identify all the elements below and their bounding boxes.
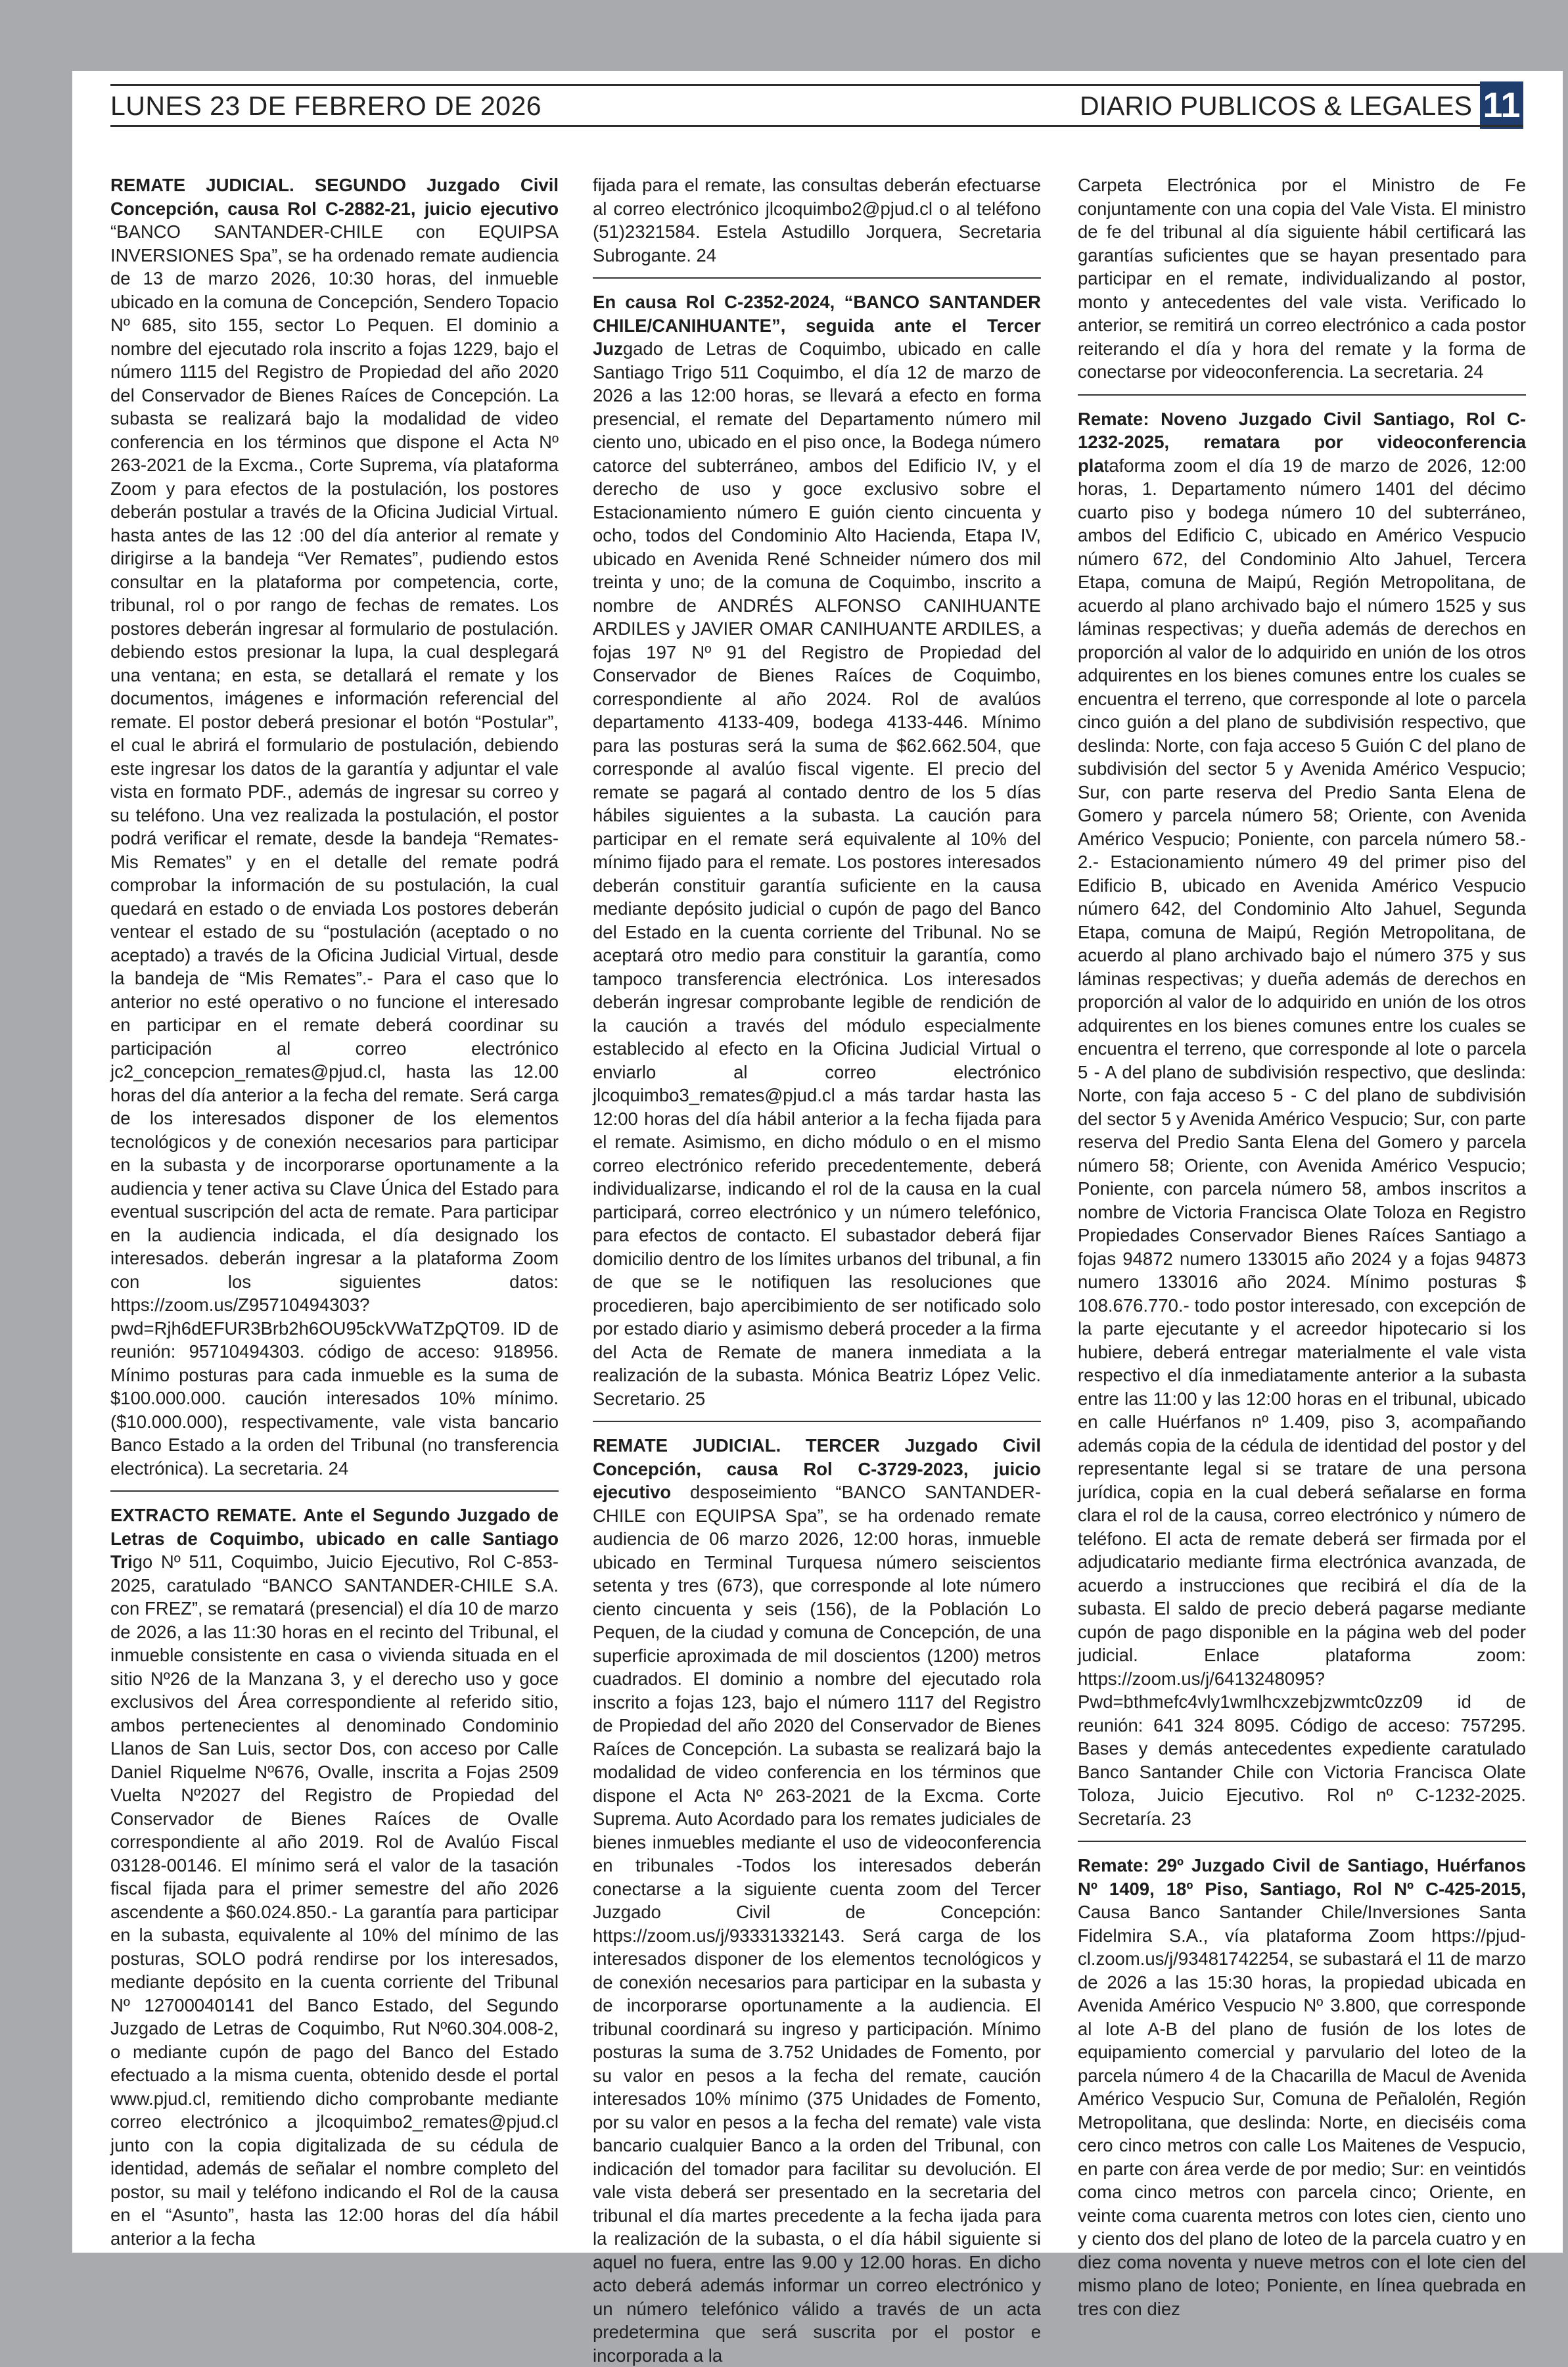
notice-separator xyxy=(110,1490,559,1492)
notice-separator xyxy=(1078,394,1526,396)
notice-separator xyxy=(1078,1841,1526,1842)
notice-continuation xyxy=(1078,173,1526,384)
issue-date: LUNES 23 DE FEBRERO DE 2026 xyxy=(110,91,542,121)
notice-body: desposeimiento “BANCO SANTANDER-CHILE con EQUIPSA Spa”, se ha ordenado remate audiencia de 06 marzo 2026, 12:00 horas, inmueble ubicado en Terminal Turquesa número seiscientos setenta y tres (673), que corresponde al lote número ciento cincuenta y seis (156), de la Población Lo Pequen, de la ciudad y comuna de Concepción, de una superficie aproximada de mil doscientos (1200) metros cuadrados. El dominio a nombre del ejecutado rola inscrito a fojas 123, bajo el número 1117 del Registro de Propiedad del año 2020 del Conservador de Bienes Raíces de Concepción. La subasta se realizará bajo la modalidad de video conferencia en los términos que dispone el Acta Nº 263-2021 de la Excma. Corte Suprema. Auto Acordado para los remates judiciales de bienes inmuebles mediante el uso de videoconferencia en tribunales -Todos los interesados deberán conectarse a la siguiente cuenta zoom del Tercer Juzgado Civil de Concepción: https://zoom.us/j/93331332143. Será carga de los interesados disponer de los elementos tecnológicos y de conexión necesarios para participar en la subasta y de incorporarse oportunamente a la audiencia. El tribunal coordinará su ingreso y participación. Mínimo posturas la suma de 3.752 Unidades de Fomento, por su valor en pesos a la fecha del remate, caución interesados 10% mínimo (375 Unidades de Fomento, por su valor en pesos a la fecha del remate) vale vista bancario cualquier Banco a la orden del Tribunal, con indicación del tomador para facilitar su devolución. El vale vista deberá ser presentado en la secretaria del tribunal el día martes precedente a la fecha ijada para la realización de la subasta, o el día hábil siguiente si aquel no fuera, entre las 9.00 y 12.00 horas. En dicho acto deberá además informar un correo electrónico y un número telefónico válido a través de un acta predetermina que será suscrita por el postor e incorporada a la xyxy=(593,1482,1041,2366)
column-3 xyxy=(1078,173,1526,2320)
notice-body: Carpeta Electrónica por el Ministro de Fe conjuntamente con una copia del Vale Vista. El ministro de fe del tribunal al día siguiente hábil certificará las garantías suficientes que se hayan presentado para participar en el remate, individualizando al postor, monto y antecedentes del vale vista. Verificado lo anterior, se remitirá un correo electrónico a cada postor reiterando el día y hora del remate y la forma de conectarse por videoconferencia. La secretaria. 24 xyxy=(1078,175,1526,382)
page-number-badge: 11 xyxy=(1480,81,1523,129)
notice-heading: Remate: Noveno Juzgado Civil Santiago, Rol C-1232-2025, rematara por videoconferencia pla xyxy=(1078,408,1526,476)
notice-body: taforma zoom el día 19 de marzo de 2026, 12:00 horas, 1. Departamento número 1401 del décimo cuarto piso y bodega número 10 del subterráneo, ambos del Edificio C, ubicado en Américo Vespucio número 672, del Condominio Alto Jahuel, Tercera Etapa, comuna de Maipú, Región Metropolitana, de acuerdo al plano archivado bajo el número 1525 y sus láminas respectivas; y dueña además de derechos en proporción al valor de lo adquirido en unión de los otros adquirentes en los bienes comunes entre los cuales se encuentra el terreno, que corresponde al lote o parcela cinco guión a del plano de subdivisión respectivo, que deslinda: Norte, con faja acceso 5 Guión C del plano de subdivisión del sector 5 y Avenida Américo Vespucio; Sur, con parte reserva del Predio Santa Elena de Gomero y parcela número 58; Oriente, con Avenida Américo Vespucio; Poniente, con parcela número 58.- 2.- Estacionamiento número 49 del primer piso del Edificio B, ubicado en Avenida Américo Vespucio número 642, del Condominio Alto Jahuel, Segunda Etapa, comuna de Maipú, Región Metropolitana, de acuerdo al plano archivado bajo el número 375 y sus láminas respectivas; y dueña además de derechos en proporción al valor de lo adquirido en unión de los otros adquirentes en los bienes comunes entre los cuales se encuentra el terreno, que corresponde al lote o parcela 5 - A del plano de subdivisión respectivo, que deslinda: Norte, con faja acceso 5 - C del plano de subdivisión del sector 5 y Avenida Américo Vespucio; Sur, con parte reserva del Predio Santa Elena del Gomero y parcela número 58; Oriente, con Avenida Américo Vespucio; Poniente, con parcela número 58, ambos inscritos a nombre de Victoria Francisca Olate Toloza en Registro Propiedades Conservador Bienes Raíces Santiago a fojas 94872 numero 133015 año 2024 y a fojas 94873 numero 133016 año 2024. Mínimo posturas $ 108.676.770.- todo postor interesado, con excepción de la parte ejecutante y el acreedor hipotecario si los hubiere, deberá entregar materialmente el vale vista respectivo el día inmediatamente anterior a la subasta entre las 11:00 y las 12:00 horas en el tribunal, ubicado en calle Huérfanos nº 1.409, piso 3, acompañando además copia de la cédula de identidad del postor y del representante legal si se tratare de una persona jurídica, copia en la cual deberá señalarse en forma clara el rol de la causa, correo electrónico y número de teléfono. El acta de remate deberá ser firmada por el adjudicatario mediante firma electrónica avanzada, de acuerdo a instrucciones que recibirá el día de la subasta. El saldo de precio deberá pagarse mediante cupón de pago disponible en la página web del poder judicial. Enlace plataforma zoom: https://zoom.us/j/6413248095?Pwd=bthmefc4vly1wmlhcxzebjzwmtc0zz09 id de reunión: 641 324 8095. Código de acceso: 757295. Bases y demás antecedentes expediente caratulado Banco Santander Chile con Victoria Francisca Olate Toloza, Juicio Ejecutivo. Rol nº C-1232-2025. Secretaría. 23 xyxy=(1078,455,1526,1829)
notice-continuation xyxy=(593,173,1041,267)
notice-body: gado de Letras de Coquimbo, ubicado en calle Santiago Trigo 511 Coquimbo, el día 12 de marzo de 2026 a las 12:00 horas, se llevará a efecto en forma presencial, el remate del Departamento número mil ciento uno, ubicado en el piso once, la Bodega número catorce del subterráneo, ambos del Edificio IV, y el derecho de uso y goce exclusivo sobre el Estacionamiento número E guión ciento cincuenta y ocho, todos del Condominio Alto Hacienda, Etapa IV, ubicado en Avenida René Schneider número dos mil treinta y uno; de la comuna de Coquimbo, inscrito a nombre de ANDRÉS ALFONSO CANIHUANTE ARDILES y JAVIER OMAR CANIHUANTE ARDILES, a fojas 197 Nº 91 del Registro de Propiedad del Conservador de Bienes Raíces de Coquimbo, correspondiente al año 2024. Rol de avalúos departamento 4133-409, bodega 4133-446. Mínimo para las posturas será la suma de $62.662.504, que corresponde al avalúo fiscal vigente. El precio del remate se pagará al contado dentro de los 5 días hábiles siguientes a la subasta. La caución para participar en el remate será equivalente al 10% del mínimo fijado para el remate. Los postores interesados deberán constituir garantía suficiente en la causa mediante depósito judicial o cupón de pago del Banco del Estado en la cuenta corriente del Tribunal. No se aceptará otro medio para constituir la garantía, como tampoco transferencia electrónica. Los interesados deberán ingresar comprobante legible de rendición de la caución a través del módulo especialmente establecido al efecto en la Oficina Judicial Virtual o enviarlo al correo electrónico jlcoquimbo3_remates@pjud.cl a más tardar hasta las 12:00 horas del día hábil anterior a la fecha fijada para el remate. Asimismo, en dicho módulo o en el mismo correo electrónico referido precedentemente, deberá individualizarse, indicando el rol de la causa en la cual participará, correo electrónico y un número telefónico, para efectos de contacto. El subastador deberá fijar domicilio dentro de los límites urbanos del tribunal, a fin de que se le notifiquen las resoluciones que procedieren, bajo apercibimiento de ser notificado solo por estado diario y asimismo deberá proceder a la firma del Acta de Remate de manera inmediata a la realización de la subasta. Mónica Beatriz López Velic. Secretario. 25 xyxy=(593,338,1041,1409)
notice-extracto-remate-coquimbo xyxy=(110,1504,559,2250)
notice-banco-santander-canihuante xyxy=(593,290,1041,1410)
header-bottom-rule xyxy=(110,125,1523,127)
notice-heading: REMATE JUDICIAL. TERCER Juzgado Civil Concepción, causa Rol C-3729-2023, juicio ejecutivo xyxy=(593,1435,1041,1502)
notice-body: “BANCO SANTANDER-CHILE con EQUIPSA INVERSIONES Spa”, se ha ordenado remate audiencia de 13 de marzo 2026, 10:30 horas, del inmueble ubicado en la comuna de Concepción, Sendero Topacio Nº 685, sito 155, sector Lo Pequen. El dominio a nombre del ejecutado rola inscrito a fojas 1229, bajo el número 1115 del Registro de Propiedad del año 2020 del Conservador de Bienes Raíces de Concepción. La subasta se realizará bajo la modalidad de video conferencia en los términos que dispone el Acta Nº 263-2021 de la Excma., Corte Suprema, vía plataforma Zoom y para efectos de la postulación, los postores deberán postular a través de la Oficina Judicial Virtual. hasta antes de las 12 :00 del día anterior al remate y dirigirse a la bandeja “Ver Remates”, pudiendo estos consultar en la plataforma por competencia, corte, tribunal, rol o por rango de fechas de remates. Los postores deberán ingresar al formulario de postulación. debiendo estos presionar la lupa, la cual desplegará una ventana; en esta, se detallará el remate y los documentos, imágenes e información referencial del remate. El postor deberá presionar el botón “Postular”, el cual le abrirá el formulario de postulación, debiendo este ingresar los datos de la garantía y adjuntar el vale vista en formato PDF., además de ingresar su correo y su teléfono. Una vez realizada la postulación, el postor podrá verificar el remate, desde la bandeja “Remates- Mis Remates” y en el detalle del remate podrá comprobar la información de su postulación, la cual quedará en estado o de enviada Los postores deberán ventear el estado de su “postulación (aceptado o no aceptado) a través de la Oficina Judicial Virtual, desde la bandeja de “Mis Remates”.- Para el caso que lo anterior no esté operativo o no funcione el interesado en participar en el remate deberá coordinar su participación al correo electrónico jc2_concepcion_remates@pjud.cl, hasta las 12.00 horas del día anterior a la fecha del remate. Será carga de los interesados disponer de los elementos tecnológicos y de conexión necesarios para participar en la subasta y de incorporarse oportunamente a la audiencia y tener activa su Clave Única del Estado para eventual suscripción del acta de remate. Para participar en la audiencia indicada, el día designado los interesados. deberán ingresar a la plataforma Zoom con los siguientes datos: https://zoom.us/Z95710494303?pwd=Rjh6dEFUR3Brb2h6OU95ckVWaTZpQT09. ID de reunión: 95710494303. código de acceso: 918956. Mínimo posturas para cada inmueble es la suma de $100.000.000. caución interesados 10% mínimo. ($10.000.000), respectivamente, vale vista bancario Banco Estado a la orden del Tribunal (no transferencia electrónica). La secretaria. 24 xyxy=(110,221,559,1479)
notice-heading: REMATE JUDICIAL. SEGUNDO Juzgado Civil Concepción, causa Rol C-2882-21, juicio ejecutivo xyxy=(110,175,559,219)
notice-body: go Nº 511, Coquimbo, Juicio Ejecutivo, Rol C-853-2025, caratulado “BANCO SANTANDER-CHILE S.A. con FREZ”, se rematará (presencial) el día 10 de marzo de 2026, a las 11:30 horas en el recinto del Tribunal, el inmueble consistente en casa o vivienda situada en el sitio Nº26 de la Manzana 3, y el derecho uso y goce exclusivos del Área correspondiente al referido sitio, ambos pertenecientes al denominado Condominio Llanos de San Luis, sector Dos, con acceso por Calle Daniel Riquelme Nº676, Ovalle, inscrita a Fojas 2509 Vuelta Nº2027 del Registro de Propiedad del Conservador de Bienes Raíces de Ovalle correspondiente al año 2019. Rol de Avalúo Fiscal 03128-00146. El mínimo será el valor de la tasación fiscal fijada para el primer semestre del año 2026 ascendente a $60.024.850.- La garantía para participar en la subasta, equivalente al 10% del mínimo de las posturas, SOLO podrá rendirse por los interesados, mediante depósito en la cuenta corriente del Tribunal Nº 12700040141 del Banco Estado, del Segundo Juzgado de Letras de Coquimbo, Rut Nº60.304.008-2, o mediante cupón de pago del Banco del Estado efectuado a la misma cuenta, obtenido desde el portal www.pjud.cl, remitiendo dicho comprobante mediante correo electrónico a jlcoquimbo2_remates@pjud.cl junto con la copia digitalizada de su cédula de identidad, además de señalar el nombre completo del postor, su mail y teléfono indicando el Rol de la causa en el “Asunto”, hasta las 12:00 horas del día hábil anterior a la fecha xyxy=(110,1551,559,2249)
notice-remate-segundo-juzgado-concepcion xyxy=(110,173,559,1480)
column-2 xyxy=(593,173,1041,2367)
notice-separator xyxy=(593,1421,1041,1422)
notice-heading: En causa Rol C-2352-2024, “BANCO SANTANDER CHILE/CANIHUANTE”, seguida ante el Tercer Juz xyxy=(593,292,1041,359)
header-top-rule xyxy=(110,84,1523,86)
notice-noveno-juzgado-santiago xyxy=(1078,407,1526,1831)
page-header xyxy=(110,84,1523,125)
publication-title: DIARIO PUBLICOS & LEGALES xyxy=(1080,91,1472,121)
notice-body: fijada para el remate, las consultas deberán efectuarse al correo electrónico jlcoquimbo2@pjud.cl o al teléfono (51)2321584. Estela Astudillo Jorquera, Secretaria Subrogante. 24 xyxy=(593,175,1041,265)
notice-heading: EXTRACTO REMATE. Ante el Segundo Juzgado de Letras de Coquimbo, ubicado en calle Santiago Tri xyxy=(110,1505,559,1572)
notice-body: Causa Banco Santander Chile/Inversiones Santa Fidelmira S.A., vía plataforma Zoom https://pjud-cl.zoom.us/j/93481742254, se subastará el 11 de marzo de 2026 a las 15:30 horas, la propiedad ubicada en Avenida Américo Vespucio Nº 3.800, que corresponde al lote A-B del plano de fusión de los lotes de equipamiento comercial y parvulario del loteo de la parcela número 4 de la Chacarilla de Macul de Avenida Américo Vespucio Sur, Comuna de Peñalolén, Región Metropolitana, que deslinda: Norte, en dieciséis coma cero cinco metros con calle Los Maitenes de Vespucio, en parte con área verde de por medio; Sur: en veintidós coma cinco metros con parcela cinco; Oriente, en veinte coma cuarenta metros con lotes cien, ciento uno y ciento dos del plano de loteo de la parcela cuatro y en diez coma noventa y nueve metros con el lote cien del mismo plano de loteo; Poniente, en línea quebrada en tres con diez xyxy=(1078,1902,1526,2319)
notice-heading: Remate: 29º Juzgado Civil de Santiago, Huérfanos Nº 1409, 18º Piso, Santiago, Rol Nº C-425-2015, xyxy=(1078,1855,1526,1899)
column-1 xyxy=(110,173,559,2250)
notice-separator xyxy=(593,277,1041,279)
notice-29-juzgado-santiago xyxy=(1078,1854,1526,2320)
notice-remate-tercer-juzgado-concepcion xyxy=(593,1434,1041,2367)
